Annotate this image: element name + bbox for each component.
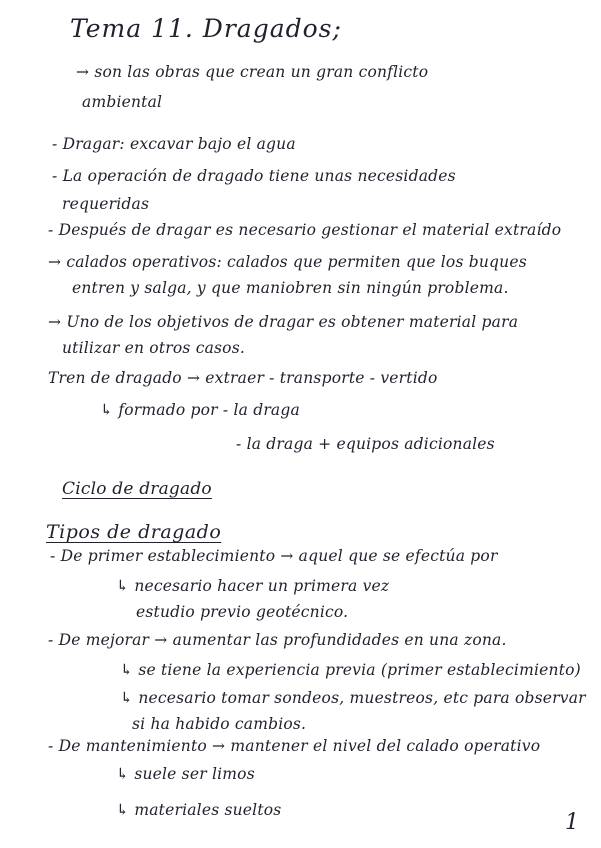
note-line: - De mejorar → aumentar las profundidades en una zona. <box>48 631 507 649</box>
note-line: Tren de dragado → extraer - transporte - vertido <box>48 369 438 387</box>
note-line: → son las obras que crean un gran conflicto <box>76 63 429 81</box>
note-line: ↳ suele ser limos <box>116 765 255 783</box>
note-line: requeridas <box>62 195 150 213</box>
note-line: entren y salga, y que maniobren sin ningún problema. <box>72 279 509 297</box>
note-line: ↳ se tiene la experiencia previa (primer establecimiento) <box>120 661 581 679</box>
note-line: si ha habido cambios. <box>132 715 307 733</box>
note-line: ambiental <box>82 93 163 111</box>
note-line: estudio previo geotécnico. <box>136 603 349 621</box>
note-line: ↳ necesario tomar sondeos, muestreos, etc para observar <box>120 689 586 707</box>
note-line: utilizar en otros casos. <box>62 339 245 357</box>
note-line: → Uno de los objetivos de dragar es obtener material para <box>48 313 519 331</box>
page-number: 1 <box>565 810 579 835</box>
note-line: → calados operativos: calados que permiten que los buques <box>48 253 527 271</box>
note-line: ↳ formado por - la draga <box>100 401 300 419</box>
note-line: - la draga + equipos adicionales <box>236 435 495 453</box>
section-heading: Ciclo de dragado <box>62 479 212 499</box>
note-line: - Dragar: excavar bajo el agua <box>52 135 296 153</box>
note-line: ↳ necesario hacer un primera vez <box>116 577 390 595</box>
page-title: Tema 11. Dragados; <box>70 14 342 43</box>
note-line: - De mantenimiento → mantener el nivel del calado operativo <box>48 737 541 755</box>
note-line: ↳ materiales sueltos <box>116 801 282 819</box>
note-line: - De primer establecimiento → aquel que se efectúa por <box>50 547 498 565</box>
note-line: - Después de dragar es necesario gestionar el material extraído <box>48 221 562 239</box>
section-heading: Tipos de dragado <box>46 521 222 543</box>
note-line: - La operación de dragado tiene unas necesidades <box>52 167 456 185</box>
